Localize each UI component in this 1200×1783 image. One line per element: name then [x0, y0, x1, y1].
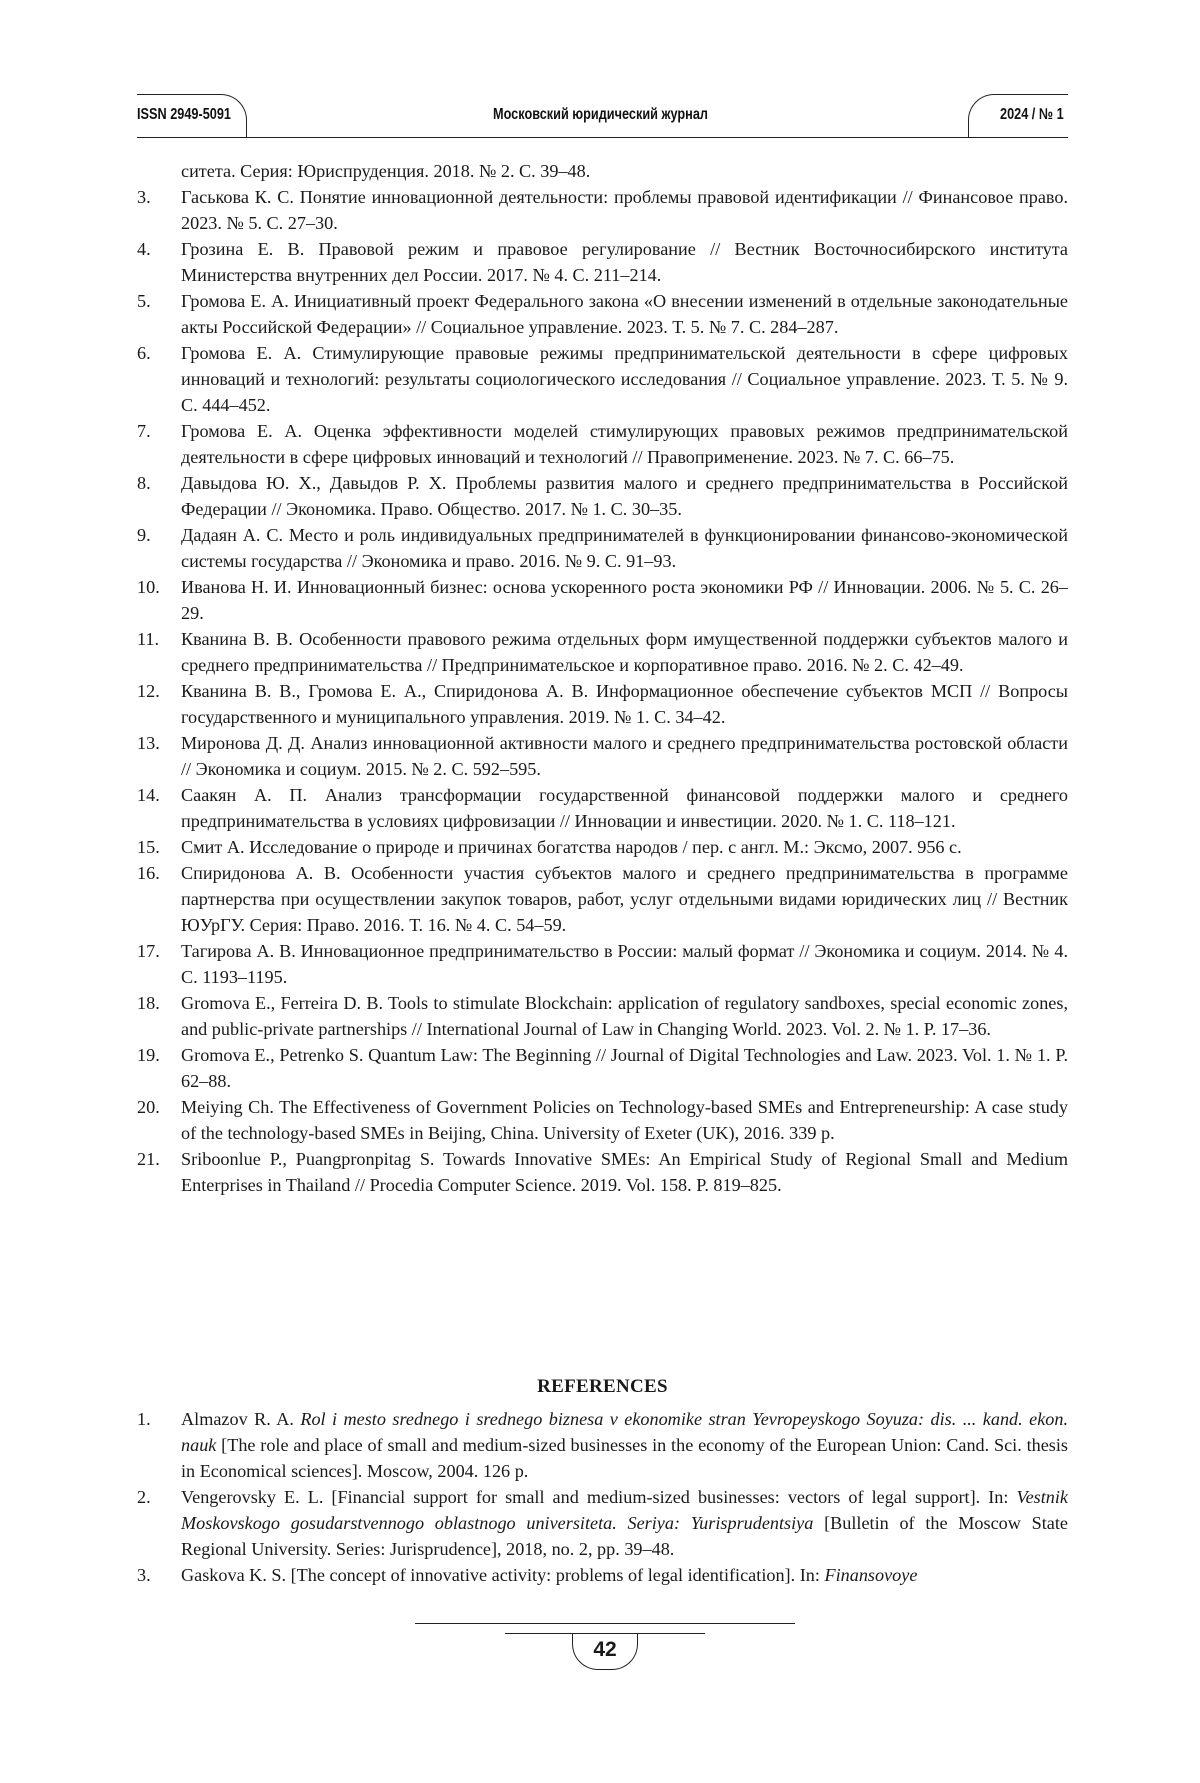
reference-item	[137, 418, 1068, 470]
reference-item	[137, 184, 1068, 236]
reference-number: 12.	[137, 681, 160, 701]
reference-number: 8.	[137, 473, 151, 493]
reference-italic-title: Finansovoye	[824, 1565, 918, 1585]
reference-text	[181, 1484, 1068, 1562]
reference-number: 20.	[137, 1097, 160, 1117]
reference-number: 6.	[137, 343, 151, 363]
reference-text: Громова Е. А. Оценка эффективности моделей стимулирующих правовых режимов предпринимательской деятельности в сфере цифровых инноваций и технологий // Правоприменение. 2023. № 7. С. 66–75.	[181, 421, 1068, 467]
reference-number: 13.	[137, 733, 160, 753]
reference-text: Давыдова Ю. Х., Давыдов Р. Х. Проблемы развития малого и среднего предпринимательства в Российской Федерации // Экономика. Право. Общество. 2017. № 1. С. 30–35.	[181, 473, 1068, 519]
reference-item	[137, 158, 1068, 184]
reference-segment: [Bulletin of the Moscow State Regional University. Series: Jurisprudence], 2018, no. 2, pp. 39–48.	[181, 1513, 1068, 1559]
reference-item	[137, 730, 1068, 782]
reference-number: 3.	[137, 1565, 151, 1585]
reference-text: Дадаян А. С. Место и роль индивидуальных предпринимателей в функционировании финансово-экономической системы государства // Экономика и право. 2016. № 9. С. 91–93.	[181, 525, 1068, 571]
reference-number: 18.	[137, 993, 160, 1013]
reference-text: Грозина Е. В. Правовой режим и правовое регулирование // Вестник Восточносибирского института Министерства внутренних дел России. 2017. № 4. С. 211–214.	[181, 239, 1068, 285]
reference-item	[137, 1406, 1068, 1484]
reference-number: 16.	[137, 863, 160, 883]
reference-text: Громова Е. А. Инициативный проект Федерального закона «О внесении изменений в отдельные законодательные акты Российской Федерации» // Социальное управление. 2023. Т. 5. № 7. С. 284–287.	[181, 291, 1068, 337]
footer-rule-top	[415, 1623, 795, 1624]
header-rule	[137, 137, 1068, 138]
reference-item	[137, 522, 1068, 574]
reference-number: 3.	[137, 187, 151, 207]
reference-text: Саакян А. П. Анализ трансформации государственной финансовой поддержки малого и среднего предпринимательства в условиях цифровизации // Инновации и инвестиции. 2020. № 1. С. 118–121.	[181, 785, 1068, 831]
reference-text: Спиридонова А. В. Особенности участия субъектов малого и среднего предпринимательства в программе партнерства при осуществлении закупок товаров, работ, услуг отдельными видами юридических лиц // Вестник ЮУрГУ. Серия: Право. 2016. Т. 16. № 4. С. 54–59.	[181, 863, 1068, 935]
reference-text	[181, 1406, 1068, 1484]
reference-number: 1.	[137, 1409, 151, 1429]
reference-number: 21.	[137, 1149, 160, 1169]
reference-item	[137, 1146, 1068, 1198]
reference-text: Смит А. Исследование о природе и причинах богатства народов / пер. с англ. М.: Эксмо, 2007. 956 с.	[181, 837, 962, 857]
reference-list-english	[137, 1406, 1068, 1588]
reference-item	[137, 340, 1068, 418]
reference-text: Громова Е. А. Стимулирующие правовые режимы предпринимательской деятельности в сфере цифровых инноваций и технологий: результаты социологического исследования // Социальное управление. 2023. Т. 5. № 9. С. 444–452.	[181, 343, 1068, 415]
reference-segment: Almazov R. A.	[181, 1409, 301, 1429]
reference-list-russian	[137, 158, 1068, 1198]
reference-text: Gromova E., Ferreira D. B. Tools to stimulate Blockchain: application of regulatory sandboxes, special economic zones, and public-private partnerships // International Journal of Law in Changing World. 2023. Vol. 2. № 1. P. 17–36.	[181, 993, 1068, 1039]
reference-number: 17.	[137, 941, 160, 961]
reference-number: 4.	[137, 239, 151, 259]
reference-item	[137, 938, 1068, 990]
reference-item	[137, 678, 1068, 730]
reference-italic-title: Rol i mesto srednego i srednego biznesa v ekonomike stran Yevropeyskogo Soyuza: dis. ... kand. ekon. nauk	[181, 1409, 1068, 1455]
reference-number: 7.	[137, 421, 151, 441]
reference-segment: [The role and place of small and medium-sized businesses in the economy of the European Union: Cand. Sci. thesis in Economical sciences]. Moscow, 2004. 126 p.	[181, 1435, 1068, 1481]
reference-number: 19.	[137, 1045, 160, 1065]
reference-text	[181, 1562, 1068, 1588]
reference-number: 2.	[137, 1487, 151, 1507]
header-issue: 2024 / № 1	[1000, 106, 1064, 123]
reference-segment: Gaskova K. S. [The concept of innovative activity: problems of legal identification]. In:	[181, 1565, 825, 1585]
reference-text: Gromova E., Petrenko S. Quantum Law: The Beginning // Journal of Digital Technologies and Law. 2023. Vol. 1. № 1. P. 62–88.	[181, 1045, 1068, 1091]
header-issn: ISSN 2949-5091	[137, 106, 231, 123]
reference-item	[137, 860, 1068, 938]
reference-number: 15.	[137, 837, 160, 857]
reference-item	[137, 990, 1068, 1042]
reference-text: Иванова Н. И. Инновационный бизнес: основа ускоренного роста экономики РФ // Инновации. 2006. № 5. С. 26–29.	[181, 577, 1068, 623]
reference-text: Тагирова А. В. Инновационное предпринимательство в России: малый формат // Экономика и социум. 2014. № 4. С. 1193–1195.	[181, 941, 1068, 987]
reference-item	[137, 288, 1068, 340]
reference-item	[137, 236, 1068, 288]
reference-item	[137, 626, 1068, 678]
reference-number: 10.	[137, 577, 160, 597]
reference-number: 11.	[137, 629, 160, 649]
reference-item	[137, 1484, 1068, 1562]
reference-item	[137, 1094, 1068, 1146]
reference-text: ситета. Серия: Юриспруденция. 2018. № 2. С. 39–48.	[181, 161, 591, 181]
page-number: 42	[593, 1638, 617, 1661]
reference-segment: Vengerovsky E. L. [Financial support for small and medium-sized businesses: vectors of legal support]. In:	[181, 1487, 1017, 1507]
reference-item	[137, 834, 1068, 860]
reference-item	[137, 1042, 1068, 1094]
reference-number: 14.	[137, 785, 160, 805]
reference-text: Кванина В. В., Громова Е. А., Спиридонова А. В. Информационное обеспечение субъектов МСП // Вопросы государственного и муниципального управления. 2019. № 1. С. 34–42.	[181, 681, 1068, 727]
references-heading: REFERENCES	[537, 1376, 668, 1397]
reference-item	[137, 574, 1068, 626]
reference-number: 5.	[137, 291, 151, 311]
reference-italic-title: Vestnik Moskovskogo gosudarstvennogo oblastnogo universiteta. Seriya: Yurisprudentsiya	[181, 1487, 1068, 1533]
reference-text: Sriboonlue P., Puangpronpitag S. Towards Innovative SMEs: An Empirical Study of Regional Small and Medium Enterprises in Thailand // Procedia Computer Science. 2019. Vol. 158. P. 819–825.	[181, 1149, 1068, 1195]
reference-text: Миронова Д. Д. Анализ инновационной активности малого и среднего предпринимательства ростовской области // Экономика и социум. 2015. № 2. С. 592–595.	[181, 733, 1068, 779]
reference-number: 9.	[137, 525, 151, 545]
reference-text: Гаськова К. С. Понятие инновационной деятельности: проблемы правовой идентификации // Финансовое право. 2023. № 5. С. 27–30.	[181, 187, 1068, 233]
reference-text: Кванина В. В. Особенности правового режима отдельных форм имущественной поддержки субъектов малого и среднего предпринимательства // Предпринимательское и корпоративное право. 2016. № 2. С. 42–49.	[181, 629, 1068, 675]
reference-item	[137, 470, 1068, 522]
reference-text: Meiying Ch. The Effectiveness of Government Policies on Technology-based SMEs and Entrepreneurship: A case study of the technology-based SMEs in Beijing, China. University of Exeter (UK), 2016. 339 p.	[181, 1097, 1068, 1143]
header-journal-title: Московский юридический журнал	[493, 106, 708, 123]
reference-item	[137, 1562, 1068, 1588]
reference-item	[137, 782, 1068, 834]
